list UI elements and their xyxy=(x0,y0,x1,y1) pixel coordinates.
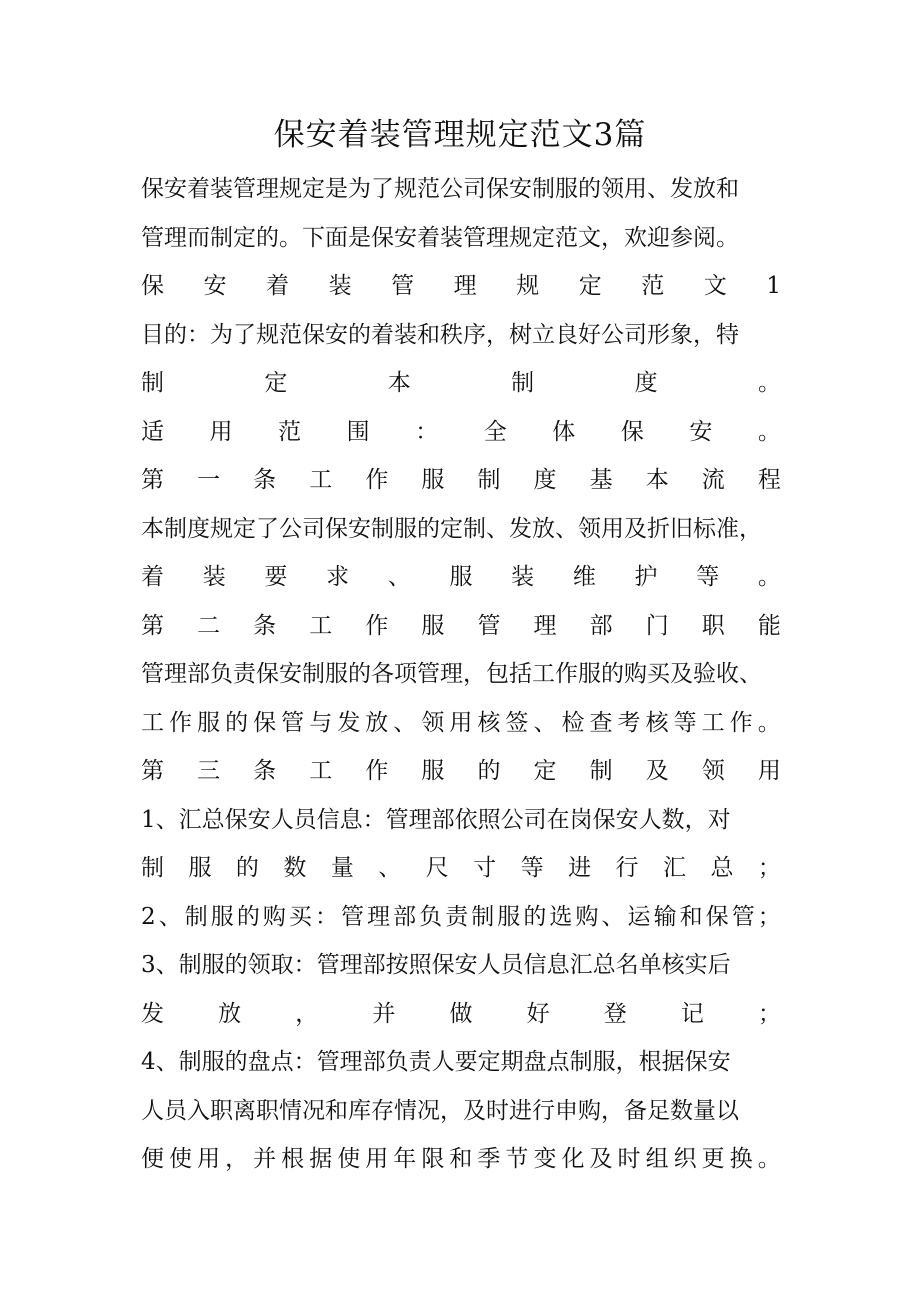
body-line: 第 三 条 工 作 服 的 定 制 及 领 用 xyxy=(141,758,781,784)
body-line: 本制度规定了公司保安制服的定制、发放、领用及折旧标准， xyxy=(141,515,762,542)
body-line: 发 放 ， 并 做 好 登 记 ； xyxy=(141,1000,781,1027)
body-line: 1、汇总保安人员信息：管理部依照公司在岗保安人数，对 xyxy=(141,806,731,833)
body-line: 适 用 范 围 ： 全 体 保 安 。 xyxy=(141,418,781,445)
body-line: 2 、 制 服 的 购 买 ： 管 理 部 负 责 制 服 的 选 购 、 运 输 和 保 管 ； xyxy=(141,903,781,930)
body-line: 制 定 本 制 度 。 xyxy=(141,370,781,396)
body-line: 工 作 服 的 保 管 与 发 放 、 领 用 核 签 、 检 查 考 核 等 工 作 。 xyxy=(141,709,781,736)
body-line: 3、制服的领取：管理部按照保安人员信息汇总名单核实后 xyxy=(141,952,731,978)
body-line: 管理部负责保安制服的各项管理，包括工作服的购买及验收、 xyxy=(141,661,762,687)
body-line: 保 安 着 装 管 理 规 定 范 文 1 xyxy=(141,273,781,299)
body-line: 第 一 条 工 作 服 制 度 基 本 流 程 xyxy=(141,467,781,493)
body-line: 第 二 条 工 作 服 管 理 部 门 职 能 xyxy=(141,612,781,639)
body-line: 目的：为了规范保安的着装和秩序，树立良好公司形象，特 xyxy=(141,321,739,348)
document-title: 保安着装管理规定范文3篇 xyxy=(273,117,647,153)
body-line: 制 服 的 数 量 、 尺 寸 等 进 行 汇 总 ； xyxy=(141,855,781,881)
body-line: 4、制服的盘点：管理部负责人要定期盘点制服，根据保安 xyxy=(141,1049,731,1075)
body-line: 人员入职离职情况和库存情况，及时进行申购，备足数量以 xyxy=(141,1097,739,1124)
body-line: 便 使 用 ， 并 根 据 使 用 年 限 和 季 节 变 化 及 时 组 织 更 换 。 xyxy=(141,1146,781,1172)
body-line: 着 装 要 求 、 服 装 维 护 等 。 xyxy=(141,564,781,590)
body-line: 管理而制定的。下面是保安着装管理规定范文，欢迎参阅。 xyxy=(141,224,739,251)
document-body xyxy=(141,165,781,1184)
body-line: 保安着装管理规定是为了规范公司保安制服的领用、发放和 xyxy=(141,176,739,202)
